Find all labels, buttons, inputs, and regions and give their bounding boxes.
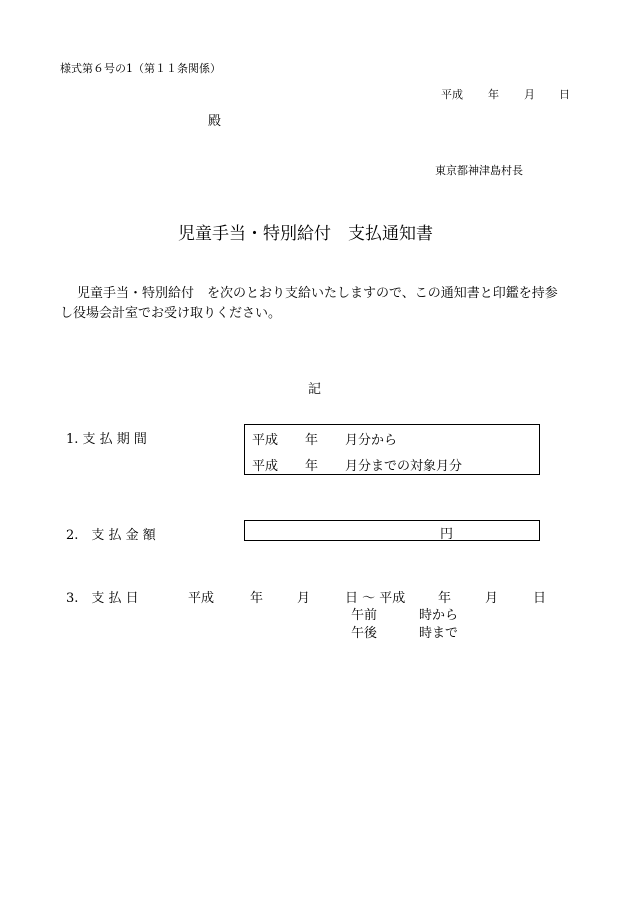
period-row1-era: 平成: [252, 433, 279, 448]
ki-heading: 記: [308, 382, 322, 397]
document-title: 児童手当・特別給付 支払通知書: [178, 224, 433, 244]
body-line-2: し役場会計室でお受け取りください。: [60, 306, 282, 321]
period-row1-rest: 月分から: [345, 433, 398, 448]
date-month1: 月: [297, 591, 311, 606]
time-am: 午前: [351, 608, 378, 623]
date-label: 3. 支 払 日: [66, 591, 139, 606]
time-until: 時まで: [419, 626, 459, 641]
amount-label: 2. 支 払 金 額: [66, 528, 156, 543]
date-month: 月: [524, 88, 535, 101]
amount-box: [244, 520, 540, 541]
date-month2: 月: [485, 591, 499, 606]
form-label: 様式第６号の1（第１１条関係）: [60, 62, 221, 75]
period-row2-era: 平成: [252, 459, 279, 474]
date-day-range: 日 ～ 平成: [345, 591, 406, 606]
period-row2-rest: 月分までの対象月分: [345, 459, 463, 474]
period-row1-year: 年: [305, 433, 319, 448]
amount-unit: 円: [440, 527, 454, 542]
period-label: 1. 支 払 期 間: [66, 432, 147, 447]
date-era1: 平成: [188, 591, 215, 606]
date-era: 平成: [441, 88, 463, 101]
date-day2: 日: [533, 591, 547, 606]
date-day: 日: [559, 88, 570, 101]
addressee-suffix: 殿: [208, 114, 222, 129]
time-pm: 午後: [351, 626, 378, 641]
time-from: 時から: [419, 608, 459, 623]
date-year1: 年: [250, 591, 264, 606]
issuer-name: 東京都神津島村長: [435, 164, 523, 177]
period-row2-year: 年: [305, 459, 319, 474]
body-line-1: 児童手当・特別給付 を次のとおり支給いたしますので、この通知書と印鑑を持参: [77, 286, 558, 301]
date-year: 年: [488, 88, 499, 101]
date-year2: 年: [438, 591, 452, 606]
